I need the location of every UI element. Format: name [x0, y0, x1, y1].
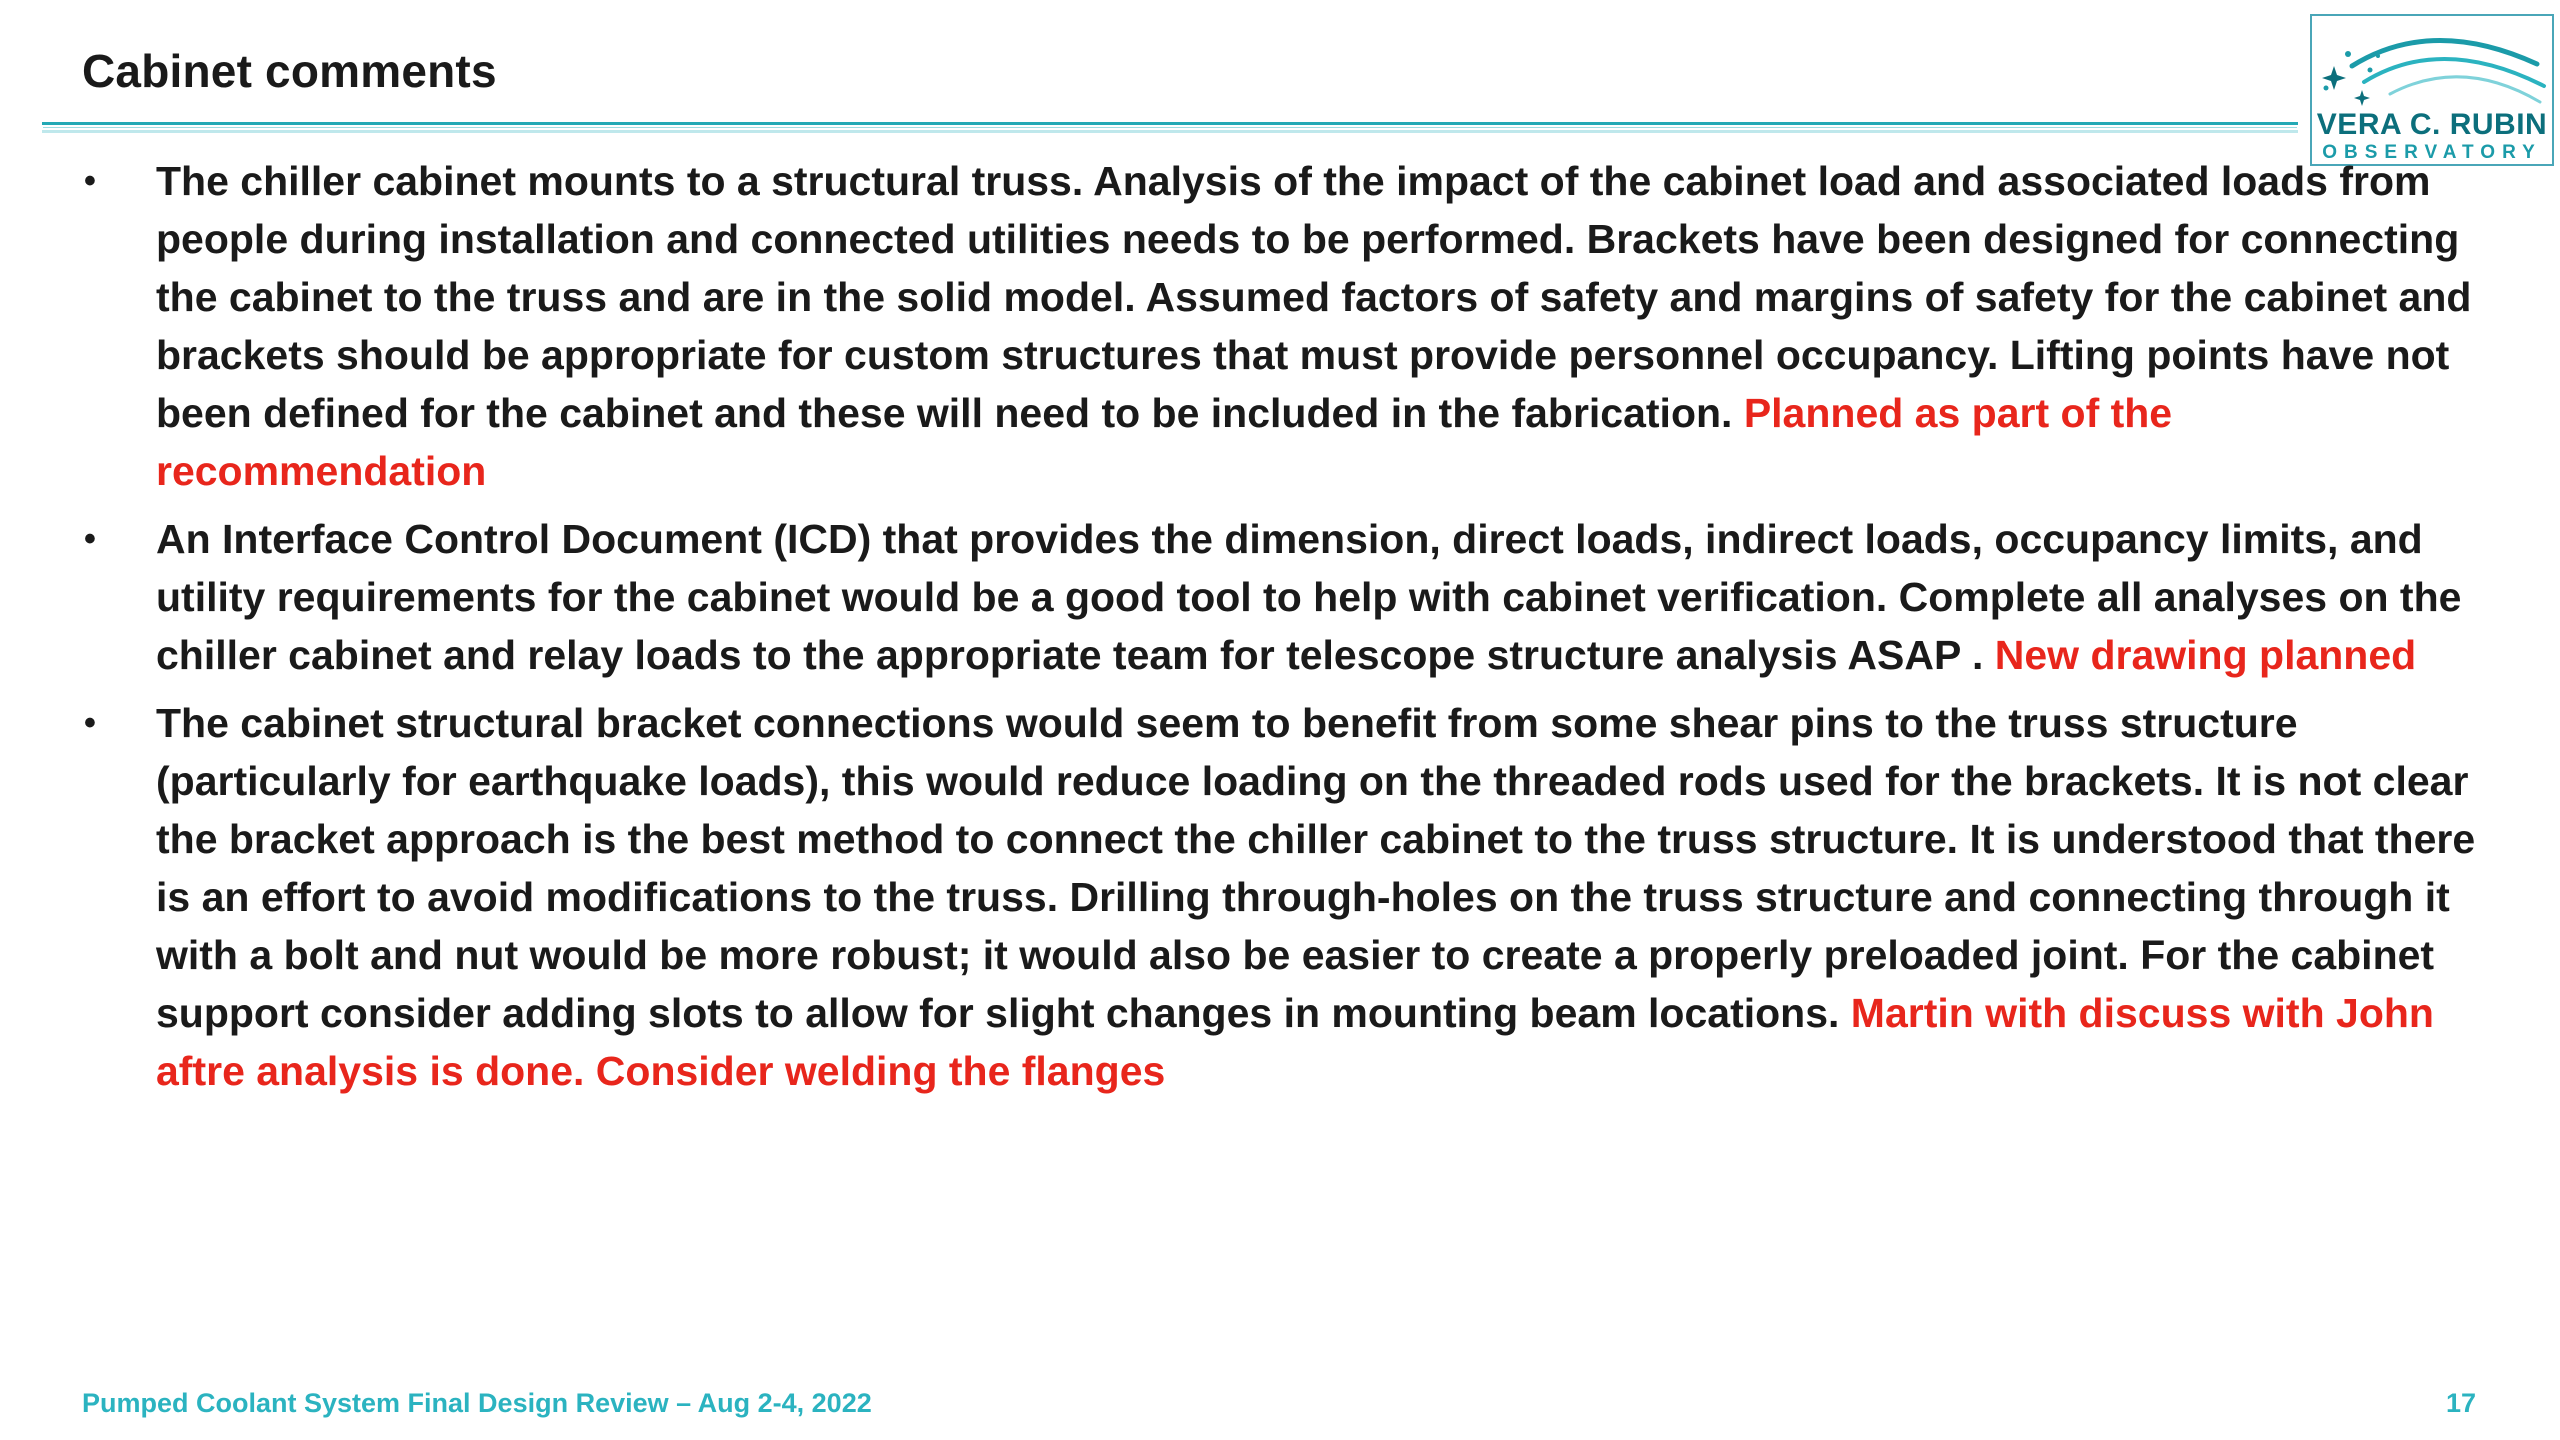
slide-title: Cabinet comments	[82, 45, 497, 97]
logo-subtitle: OBSERVATORY	[2322, 142, 2542, 163]
footer-event: Pumped Coolant System Final Design Review – Aug 2-4, 2022	[82, 1388, 872, 1418]
list-item	[80, 694, 2500, 1100]
bullet-icon: •	[84, 520, 96, 558]
bullet-icon: •	[84, 704, 96, 742]
list-item	[80, 510, 2500, 684]
title-underline-light	[42, 130, 2298, 133]
comment-list	[80, 152, 2500, 1110]
bullet-text: The cabinet structural bracket connections would seem to benefit from some shear pins to the truss structure (particularly for earthquake loads), this would reduce loading on the threaded rods used for the brackets. It is not clear the bracket approach is the best method to connect the chiller cabinet to the truss structure. It is understood that there is an effort to avoid modifications to the truss. Drilling through-holes on the truss structure and connecting through it with a bolt and nut would be more robust; it would also be easier to create a properly preloaded joint. For the cabinet support consider adding slots to allow for slight changes in mounting beam locations.	[156, 700, 2476, 1036]
bullet-text: An Interface Control Document (ICD) that provides the dimension, direct loads, indirect loads, occupancy limits, and utility requirements for the cabinet would be a good tool to help with cabinet verification. Complete all analyses on the chiller cabinet and relay loads to the appropriate team for telescope structure analysis ASAP .	[156, 516, 2462, 678]
bullet-note: Martin with discuss with John aftre analysis is done. Consider welding the flanges	[156, 990, 2434, 1094]
bullet-note: New drawing planned	[1994, 632, 2417, 678]
star-arc-logo-icon	[2312, 16, 2552, 106]
bullet-icon: •	[84, 162, 96, 200]
bullet-text: The chiller cabinet mounts to a structural truss. Analysis of the impact of the cabinet load and associated loads from people during installation and connected utilities needs to be performed. Brackets have been designed for connecting the cabinet to the truss and are in the solid model. Assumed factors of safety and margins of safety for the cabinet and brackets should be appropriate for custom structures that must provide personnel occupancy. Lifting points have not been defined for the cabinet and these will need to be included in the fabrication.	[156, 158, 2472, 436]
bullet-note: Planned as part of the recommendation	[156, 390, 2173, 494]
page-number: 17	[2445, 1388, 2476, 1418]
title-underline	[42, 122, 2298, 125]
list-item	[80, 152, 2500, 500]
logo-name: VERA C. RUBIN	[2316, 108, 2548, 141]
rubin-observatory-logo	[2310, 14, 2554, 166]
